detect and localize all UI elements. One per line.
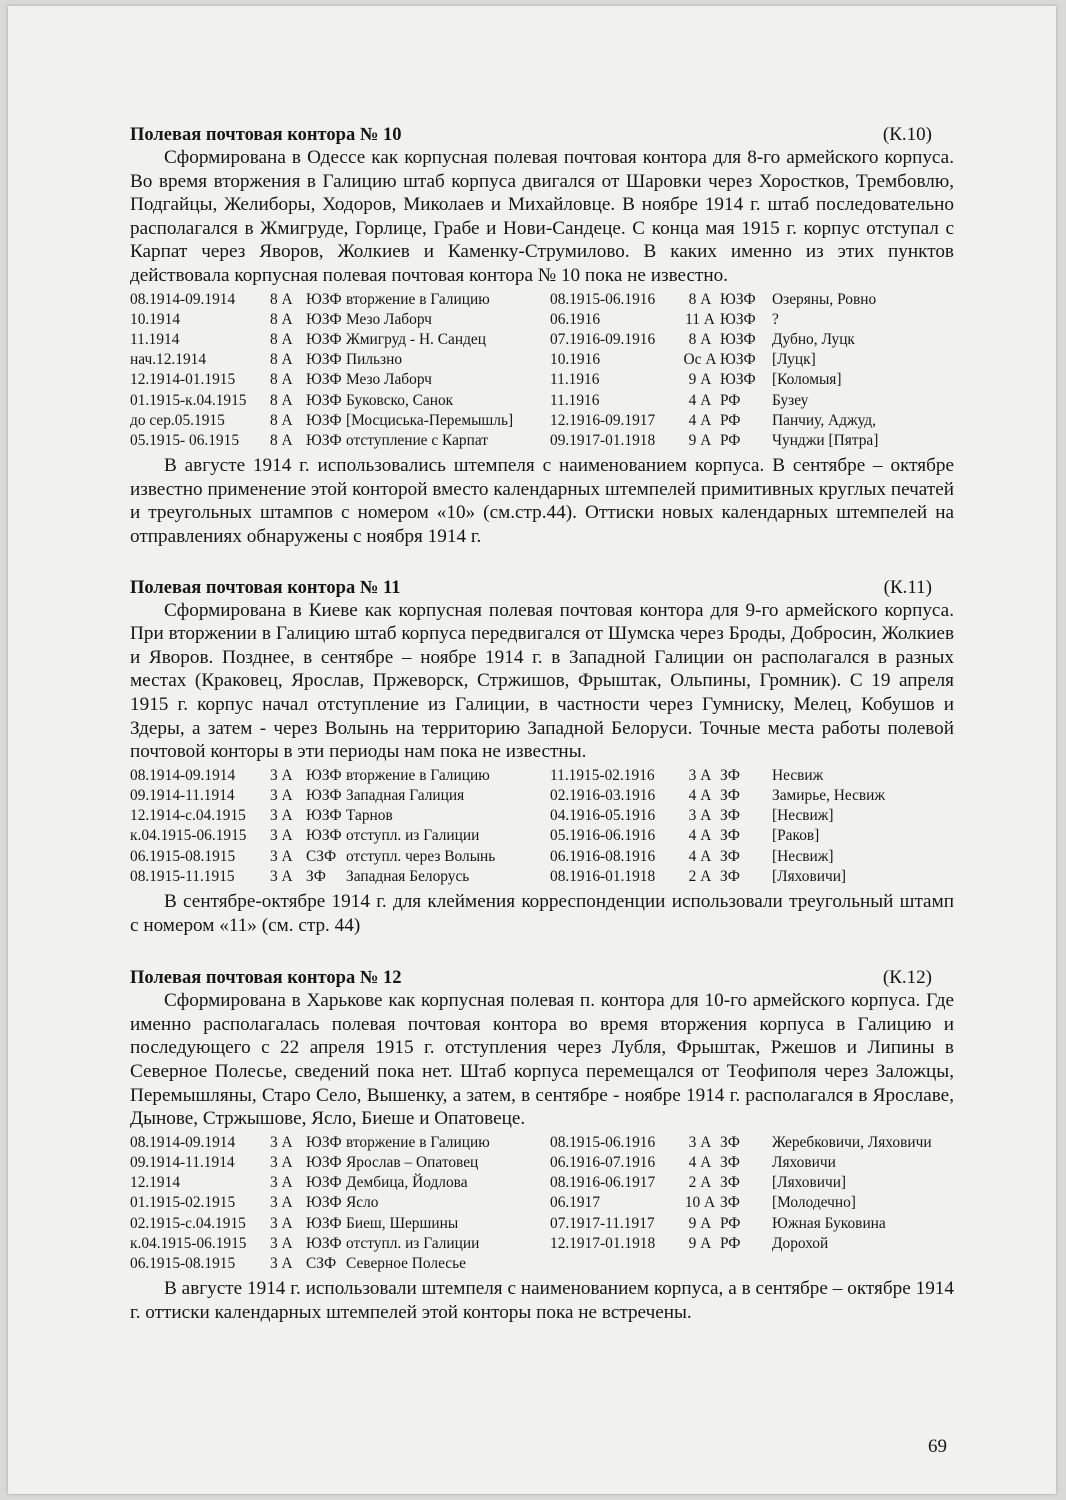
section-ppk-10 bbox=[130, 124, 954, 549]
section-heading bbox=[130, 577, 954, 599]
cell-army-right: 9 А bbox=[688, 1214, 712, 1232]
cell-army-right: 4 А bbox=[688, 391, 712, 409]
cell-location-right: Южная Буковина bbox=[772, 1214, 886, 1232]
cell-front-right: ЗФ bbox=[720, 847, 740, 865]
cell-period-left: 09.1914-11.1914 bbox=[130, 1153, 235, 1171]
cell-front-left: ЮЗФ bbox=[306, 411, 342, 429]
cell-army-right: 4 А bbox=[688, 827, 712, 845]
table-row bbox=[130, 786, 954, 806]
table-row bbox=[130, 431, 954, 451]
table-row bbox=[130, 370, 954, 390]
cell-army-right bbox=[680, 1254, 720, 1274]
cell-front-left: ЮЗФ bbox=[306, 330, 342, 348]
cell-location-right: [Молодечно] bbox=[772, 1194, 856, 1212]
cell-period-left: 01.1915-02.1915 bbox=[130, 1194, 236, 1212]
cell-army-left: 8 А bbox=[270, 351, 293, 369]
cell-army-left: 3 А bbox=[270, 867, 293, 885]
cell-army-left: 8 А bbox=[270, 431, 293, 449]
cell-period-right: 06.1916 bbox=[550, 310, 601, 328]
cell-army-right: 11 А bbox=[685, 310, 715, 328]
cell-front-left: ЮЗФ bbox=[306, 391, 342, 409]
cell-period-left: к.04.1915-06.1915 bbox=[130, 1234, 247, 1252]
cell-location-right bbox=[772, 1254, 954, 1274]
location-table bbox=[130, 290, 954, 452]
page-sheet bbox=[8, 6, 1056, 1494]
cell-front-right: ЗФ bbox=[720, 827, 740, 845]
cell-period-left: до сер.05.1915 bbox=[130, 411, 225, 429]
cell-period-right: 10.1916 bbox=[550, 351, 601, 369]
cell-location-left: отступл. из Галиции bbox=[346, 827, 480, 845]
cell-army-right: 3 А bbox=[688, 807, 712, 825]
cell-army-right: 4 А bbox=[688, 411, 712, 429]
cell-period-left: 12.1914-с.04.1915 bbox=[130, 807, 246, 825]
cell-front-left: ЮЗФ bbox=[306, 431, 342, 449]
section-spacer bbox=[130, 937, 954, 967]
cell-front-left: ЮЗФ bbox=[306, 310, 342, 328]
cell-army-left: 8 А bbox=[270, 371, 293, 389]
cell-location-left: отступление с Карпат bbox=[346, 431, 489, 449]
cell-period-right: 07.1917-11.1917 bbox=[550, 1214, 655, 1232]
cell-front-left: ЮЗФ bbox=[306, 351, 342, 369]
cell-army-left: 8 А bbox=[270, 411, 293, 429]
cell-period-right bbox=[550, 1254, 680, 1274]
cell-location-right: Жеребковичи, Ляховичи bbox=[772, 1133, 932, 1151]
section-heading bbox=[130, 967, 954, 989]
cell-location-left: вторжение в Галицию bbox=[346, 766, 490, 784]
table-row bbox=[130, 310, 954, 330]
cell-front-left: ЮЗФ bbox=[306, 766, 342, 784]
cell-army-right: 2 А bbox=[688, 1174, 712, 1192]
cell-period-left: 08.1914-09.1914 bbox=[130, 766, 236, 784]
page-number: 69 bbox=[928, 1436, 947, 1457]
cell-front-left: СЗФ bbox=[306, 847, 337, 865]
cell-army-right: 9 А bbox=[688, 371, 712, 389]
cell-front-right: ЮЗФ bbox=[720, 310, 756, 328]
cell-location-left: Мезо Лаборч bbox=[346, 371, 432, 389]
cell-location-left: Тарнов bbox=[346, 807, 393, 825]
cell-front-left: ЮЗФ bbox=[306, 1153, 342, 1171]
cell-period-left: к.04.1915-06.1915 bbox=[130, 827, 247, 845]
section-title: Полевая почтовая контора № 11 bbox=[130, 577, 401, 598]
cell-period-left: нач.12.1914 bbox=[130, 351, 207, 369]
cell-army-left: 3 А bbox=[270, 1153, 293, 1171]
cell-army-right: 2 А bbox=[688, 867, 712, 885]
cell-location-left: Пильзно bbox=[346, 351, 403, 369]
cell-location-left: отступл. из Галиции bbox=[346, 1234, 480, 1252]
cell-army-right: 3 А bbox=[688, 1133, 712, 1151]
cell-front-left: ЮЗФ bbox=[306, 807, 342, 825]
cell-army-right: 3 А bbox=[688, 766, 712, 784]
cell-period-left: 10.1914 bbox=[130, 310, 181, 328]
table-row bbox=[130, 1193, 954, 1213]
section-heading bbox=[130, 124, 954, 146]
cell-front-right: РФ bbox=[720, 1234, 741, 1252]
section-outro: В августе 1914 г. использовались штемпеля с наименованием корпуса. В сентябре – октябре известно применение этой конторой вместо календарных штемпелей примитивных круглых печатей и треугольных штампов с номером «10» (см.стр.44). Оттиски новых календарных штемпелей на отправлениях обнаружены с ноября 1914 г. bbox=[130, 455, 954, 547]
cell-location-right: Панчиу, Аджуд, bbox=[772, 411, 876, 429]
cell-army-right: 10 А bbox=[684, 1194, 716, 1212]
table-row bbox=[130, 766, 954, 786]
cell-location-right: [Несвиж] bbox=[772, 807, 834, 825]
section-intro: Сформирована в Киеве как корпусная полевая почтовая контора для 9-го армейского корпуса. При вторжении в Галицию штаб корпуса передвигался от Шумска через Броды, Добросин, Жолкиев и Яворов. Позднее, в сентябре – ноябре 1914 г. в Западной Галиции он располагался в разных местах (Краковец, Ярослав, Пржеворск, Стржишов, Фрыштак, Ольпины, Громник). С 19 апреля 1915 г. корпус начал отступление из Галиции, в частности через Гумниску, Мелец, Кобушов и Здеры, а затем - через Волынь на территорию Западной Белоруси. Точные места работы полевой почтовой конторы в эти периоды нам пока не известны. bbox=[130, 599, 954, 763]
cell-period-right: 11.1916 bbox=[550, 371, 600, 389]
cell-period-left: 11.1914 bbox=[130, 330, 180, 348]
cell-location-right: Бузеу bbox=[772, 391, 809, 409]
cell-location-left: Дембица, Йодлова bbox=[346, 1174, 468, 1192]
cell-location-left: вторжение в Галицию bbox=[346, 1133, 490, 1151]
cell-army-left: 3 А bbox=[270, 1194, 293, 1212]
cell-period-left: 08.1914-09.1914 bbox=[130, 290, 236, 308]
cell-location-right: Озеряны, Ровно bbox=[772, 290, 877, 308]
cell-front-left: ЮЗФ bbox=[306, 827, 342, 845]
section-title: Полевая почтовая контора № 10 bbox=[130, 125, 402, 145]
cell-front-left: ЮЗФ bbox=[306, 1133, 342, 1151]
cell-location-right: [Несвиж] bbox=[772, 847, 834, 865]
cell-period-right: 08.1915-06.1916 bbox=[550, 1133, 656, 1151]
cell-period-right: 04.1916-05.1916 bbox=[550, 807, 656, 825]
section-title: Полевая почтовая контора № 12 bbox=[130, 968, 402, 989]
cell-army-left: 8 А bbox=[270, 310, 293, 328]
page-content bbox=[130, 124, 954, 1324]
cell-location-left: отступл. через Волынь bbox=[346, 847, 496, 865]
cell-army-left: 3 А bbox=[270, 847, 293, 865]
cell-front-right: ЗФ bbox=[720, 1194, 740, 1212]
cell-period-right: 06.1916-07.1916 bbox=[550, 1153, 656, 1171]
cell-location-right: [Ляховичи] bbox=[772, 1174, 847, 1192]
table-row bbox=[130, 1214, 954, 1234]
cell-period-right: 08.1915-06.1916 bbox=[550, 290, 656, 308]
cell-army-right: 8 А bbox=[688, 330, 712, 348]
cell-period-left: 06.1915-08.1915 bbox=[130, 1254, 236, 1272]
section-code: (К.11) bbox=[883, 576, 932, 598]
cell-location-right: Ляховичи bbox=[772, 1153, 836, 1171]
table-row bbox=[130, 867, 954, 887]
section-code: (К.12) bbox=[882, 967, 932, 989]
cell-period-left: 09.1914-11.1914 bbox=[130, 786, 235, 804]
cell-location-left: [Мосциська-Перемышль] bbox=[346, 411, 514, 429]
cell-front-left: ЮЗФ bbox=[306, 1214, 342, 1232]
cell-location-left: Биеш, Шершины bbox=[346, 1214, 459, 1232]
cell-army-left: 8 А bbox=[270, 290, 293, 308]
cell-period-right: 05.1916-06.1916 bbox=[550, 827, 656, 845]
section-spacer bbox=[130, 549, 954, 577]
cell-location-right: Чунджи [Пятра] bbox=[772, 431, 879, 449]
cell-front-right: РФ bbox=[720, 431, 741, 449]
table-row bbox=[130, 350, 954, 370]
cell-location-right: Замирье, Несвиж bbox=[772, 786, 886, 804]
cell-period-right: 07.1916-09.1916 bbox=[550, 330, 656, 348]
cell-army-left: 8 А bbox=[270, 330, 293, 348]
table-row bbox=[130, 1173, 954, 1193]
section-code: (К.10) bbox=[882, 124, 932, 145]
cell-location-left: Ярослав – Опатовец bbox=[346, 1153, 479, 1171]
table-row bbox=[130, 330, 954, 350]
section-intro: Сформирована в Харькове как корпусная полевая п. контора для 10-го армейского корпуса. Где именно располагалась полевая почтовая контора во время вторжения корпуса в Галицию и последующего с 22 апреля 1915 г. отступления через Лубля, Фрыштак, Ржешов и Липины в Северное Полесье, сведений пока нет. Штаб корпуса перемещался от Теофиполя через Заложцы, Перемышляны, Старо Село, Вышенку, а затем, в сентябре - ноябре 1914 г. располагался в Ярославе, Дынове, Стржышове, Ясло, Биеше и Опатовеце. bbox=[130, 990, 954, 1130]
cell-location-left: вторжение в Галицию bbox=[346, 290, 490, 308]
cell-period-right: 02.1916-03.1916 bbox=[550, 786, 656, 804]
cell-period-right: 11.1916 bbox=[550, 391, 600, 409]
cell-front-right: ЗФ bbox=[720, 867, 740, 885]
cell-front-right: ЮЗФ bbox=[720, 290, 756, 308]
cell-army-right: Ос А bbox=[683, 351, 717, 369]
cell-period-left: 08.1915-11.1915 bbox=[130, 867, 235, 885]
table-row bbox=[130, 1254, 954, 1274]
cell-period-left: 06.1915-08.1915 bbox=[130, 847, 236, 865]
cell-front-right: ЮЗФ bbox=[720, 351, 756, 369]
cell-location-right: [Луцк] bbox=[772, 351, 816, 369]
cell-army-left: 3 А bbox=[270, 807, 293, 825]
section-ppk-11 bbox=[130, 577, 954, 938]
cell-location-right: Несвиж bbox=[772, 766, 824, 784]
cell-location-right: [Раков] bbox=[772, 827, 820, 845]
table-row bbox=[130, 1234, 954, 1254]
cell-location-left: Западная Галиция bbox=[346, 786, 465, 804]
cell-front-right: РФ bbox=[720, 1214, 741, 1232]
cell-army-left: 3 А bbox=[270, 1254, 293, 1272]
cell-front-left: ЮЗФ bbox=[306, 290, 342, 308]
cell-front-right bbox=[720, 1254, 772, 1274]
cell-front-right: ЗФ bbox=[720, 807, 740, 825]
cell-location-left: Буковско, Санок bbox=[346, 391, 454, 409]
table-row bbox=[130, 847, 954, 867]
location-table bbox=[130, 1133, 954, 1274]
cell-front-right: РФ bbox=[720, 391, 741, 409]
location-table bbox=[130, 766, 954, 887]
table-row bbox=[130, 1133, 954, 1153]
cell-front-right: ЗФ bbox=[720, 1133, 740, 1151]
table-row bbox=[130, 806, 954, 826]
cell-location-right: Дубно, Луцк bbox=[772, 330, 855, 348]
cell-army-left: 8 А bbox=[270, 391, 293, 409]
section-intro: Сформирована в Одессе как корпусная полевая почтовая контора для 8-го армейского корпуса. Во время вторжения в Галицию штаб корпуса двигался от Шаровки через Хоростков, Трембовлю, Подгайцы, Желиборы, Ходоров, Миколаев и Михайловце. В ноябре 1914 г. штаб последовательно располагался в Жмигруде, Горлице, Грабе и Нови-Сандеце. С конца мая 1915 г. корпус отступал с Карпат через Яворов, Жолкиев и Каменку-Струмилово. В каких именно из этих пунктов действовала корпусная полевая почтовая контора № 10 пока не известно. bbox=[130, 147, 954, 286]
cell-front-left: СЗФ bbox=[306, 1254, 337, 1272]
cell-period-right: 12.1916-09.1917 bbox=[550, 411, 656, 429]
cell-front-left: ЮЗФ bbox=[306, 1174, 342, 1192]
cell-period-left: 05.1915- 06.1915 bbox=[130, 431, 240, 449]
cell-front-left: ЮЗФ bbox=[306, 371, 342, 389]
cell-location-right: [Ляховичи] bbox=[772, 867, 847, 885]
cell-army-right: 9 А bbox=[688, 1234, 712, 1252]
section-outro: В сентябре-октябре 1914 г. для клеймения корреспонденции использовали треугольный штамп с номером «11» (см. стр. 44) bbox=[130, 890, 954, 936]
section-ppk-12 bbox=[130, 967, 954, 1324]
cell-location-left: Ясло bbox=[346, 1194, 379, 1212]
cell-location-left: Жмигруд - Н. Сандец bbox=[346, 330, 486, 348]
cell-army-left: 3 А bbox=[270, 766, 293, 784]
cell-front-right: ЗФ bbox=[720, 766, 740, 784]
cell-front-right: ЮЗФ bbox=[720, 330, 756, 348]
table-row bbox=[130, 411, 954, 431]
cell-army-left: 3 А bbox=[270, 1133, 293, 1151]
cell-period-right: 12.1917-01.1918 bbox=[550, 1234, 656, 1252]
cell-period-left: 02.1915-с.04.1915 bbox=[130, 1214, 246, 1232]
cell-period-right: 08.1916-01.1918 bbox=[550, 867, 656, 885]
cell-army-left: 3 А bbox=[270, 786, 293, 804]
cell-location-left: Северное Полесье bbox=[346, 1254, 466, 1272]
cell-period-right: 08.1916-06.1917 bbox=[550, 1174, 656, 1192]
cell-period-left: 01.1915-к.04.1915 bbox=[130, 391, 247, 409]
cell-front-left: ЮЗФ bbox=[306, 1194, 342, 1212]
cell-army-left: 3 А bbox=[270, 827, 293, 845]
cell-army-left: 3 А bbox=[270, 1214, 293, 1232]
section-outro: В августе 1914 г. использовали штемпеля с наименованием корпуса, а в сентябре – октябре 1914 г. оттиски календарных штемпелей этой конторы пока не встречены. bbox=[130, 1278, 954, 1323]
cell-army-right: 4 А bbox=[688, 786, 712, 804]
cell-period-left: 12.1914 bbox=[130, 1174, 181, 1192]
cell-location-right: Дорохой bbox=[772, 1234, 829, 1252]
table-row bbox=[130, 290, 954, 310]
table-row bbox=[130, 391, 954, 411]
cell-period-right: 06.1917 bbox=[550, 1194, 601, 1212]
cell-period-left: 08.1914-09.1914 bbox=[130, 1133, 236, 1151]
cell-front-right: ЗФ bbox=[720, 786, 740, 804]
cell-army-left: 3 А bbox=[270, 1174, 293, 1192]
cell-front-left: ЮЗФ bbox=[306, 1234, 342, 1252]
cell-period-right: 09.1917-01.1918 bbox=[550, 431, 656, 449]
cell-army-left: 3 А bbox=[270, 1234, 293, 1252]
cell-front-right: ЗФ bbox=[720, 1174, 740, 1192]
cell-front-right: РФ bbox=[720, 411, 741, 429]
cell-army-right: 4 А bbox=[688, 1153, 712, 1171]
table-row bbox=[130, 826, 954, 846]
cell-period-right: 06.1916-08.1916 bbox=[550, 847, 656, 865]
cell-location-right: [Коломыя] bbox=[772, 371, 842, 389]
cell-location-right: ? bbox=[772, 310, 779, 328]
cell-location-left: Западная Белорусь bbox=[346, 867, 470, 885]
cell-front-right: ЮЗФ bbox=[720, 371, 756, 389]
cell-army-right: 8 А bbox=[688, 290, 712, 308]
cell-army-right: 4 А bbox=[688, 847, 712, 865]
cell-period-right: 11.1915-02.1916 bbox=[550, 766, 655, 784]
cell-location-left: Мезо Лаборч bbox=[346, 310, 432, 328]
table-row bbox=[130, 1153, 954, 1173]
cell-front-left: ЮЗФ bbox=[306, 786, 342, 804]
cell-front-left: ЗФ bbox=[306, 867, 326, 885]
cell-army-right: 9 А bbox=[688, 431, 712, 449]
cell-front-right: ЗФ bbox=[720, 1153, 740, 1171]
cell-period-left: 12.1914-01.1915 bbox=[130, 371, 236, 389]
